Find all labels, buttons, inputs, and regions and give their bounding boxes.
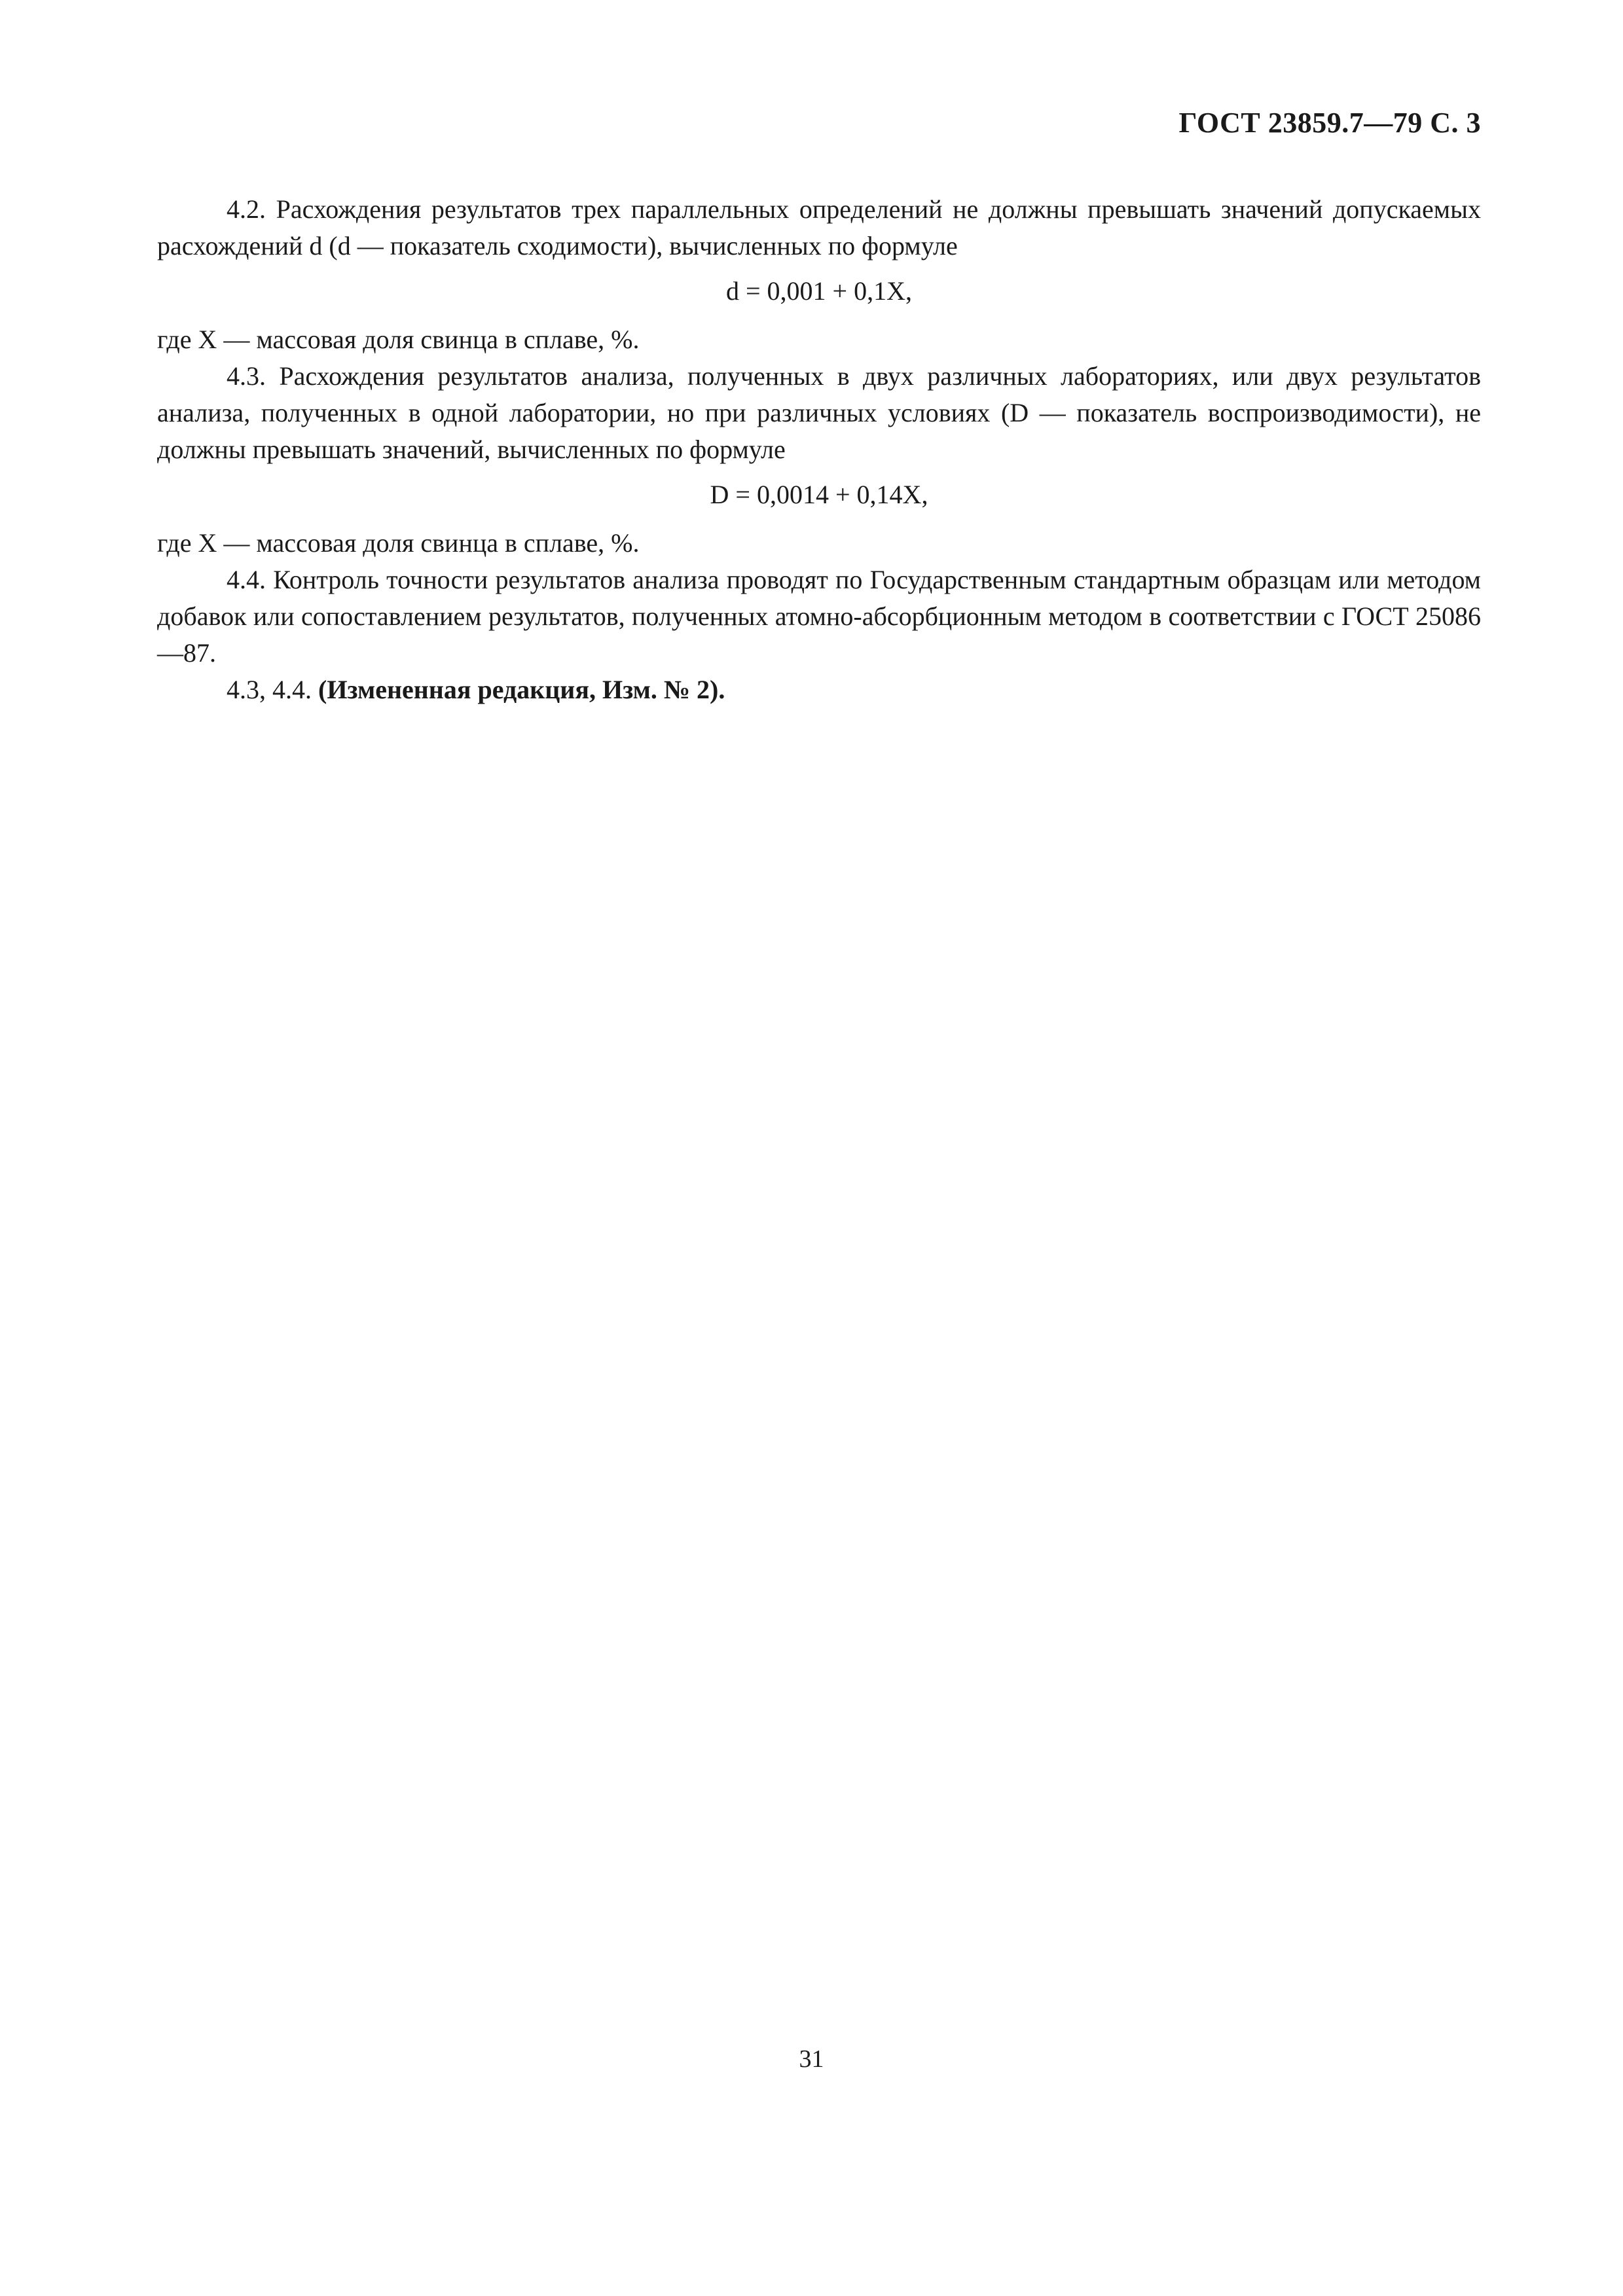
clause-4-2-where: где X — массовая доля свинца в сплаве, %. (157, 325, 640, 354)
amendment-label: (Измененная редакция, Изм. № 2). (318, 675, 725, 704)
clause-4-2: 4.2. Расхождения результатов трех параллельных определений не должны превышать значений допускаемых расхождений d (d — показатель сходимости), вычисленных по формуле (157, 194, 1481, 260)
clause-4-3-where: где X — массовая доля свинца в сплаве, %. (157, 528, 640, 558)
page-number: 31 (799, 2045, 824, 2073)
running-header: ГОСТ 23859.7—79 С. 3 (1178, 107, 1481, 139)
document-body (157, 191, 1481, 708)
clause-4-4: 4.4. Контроль точности результатов анализа проводят по Государственным стандартным образцам или методом добавок или сопоставлением результатов, полученных атомно-абсорбционным методом в соответствии с ГОСТ 25086—87. (157, 565, 1481, 668)
clause-4-3: 4.3. Расхождения результатов анализа, полученных в двух различных лабораториях, или двух результатов анализа, полученных в одной лаборатории, но при различных условиях (D — показатель воспроизводимости), не должны превышать значений, вычисленных по формуле (157, 361, 1481, 464)
amendment-note (157, 672, 1481, 708)
formula-repeatability: d = 0,001 + 0,1X, (725, 276, 912, 306)
formula-reproducibility: D = 0,0014 + 0,14X, (710, 480, 928, 509)
amendment-ref: 4.3, 4.4. (227, 675, 318, 704)
